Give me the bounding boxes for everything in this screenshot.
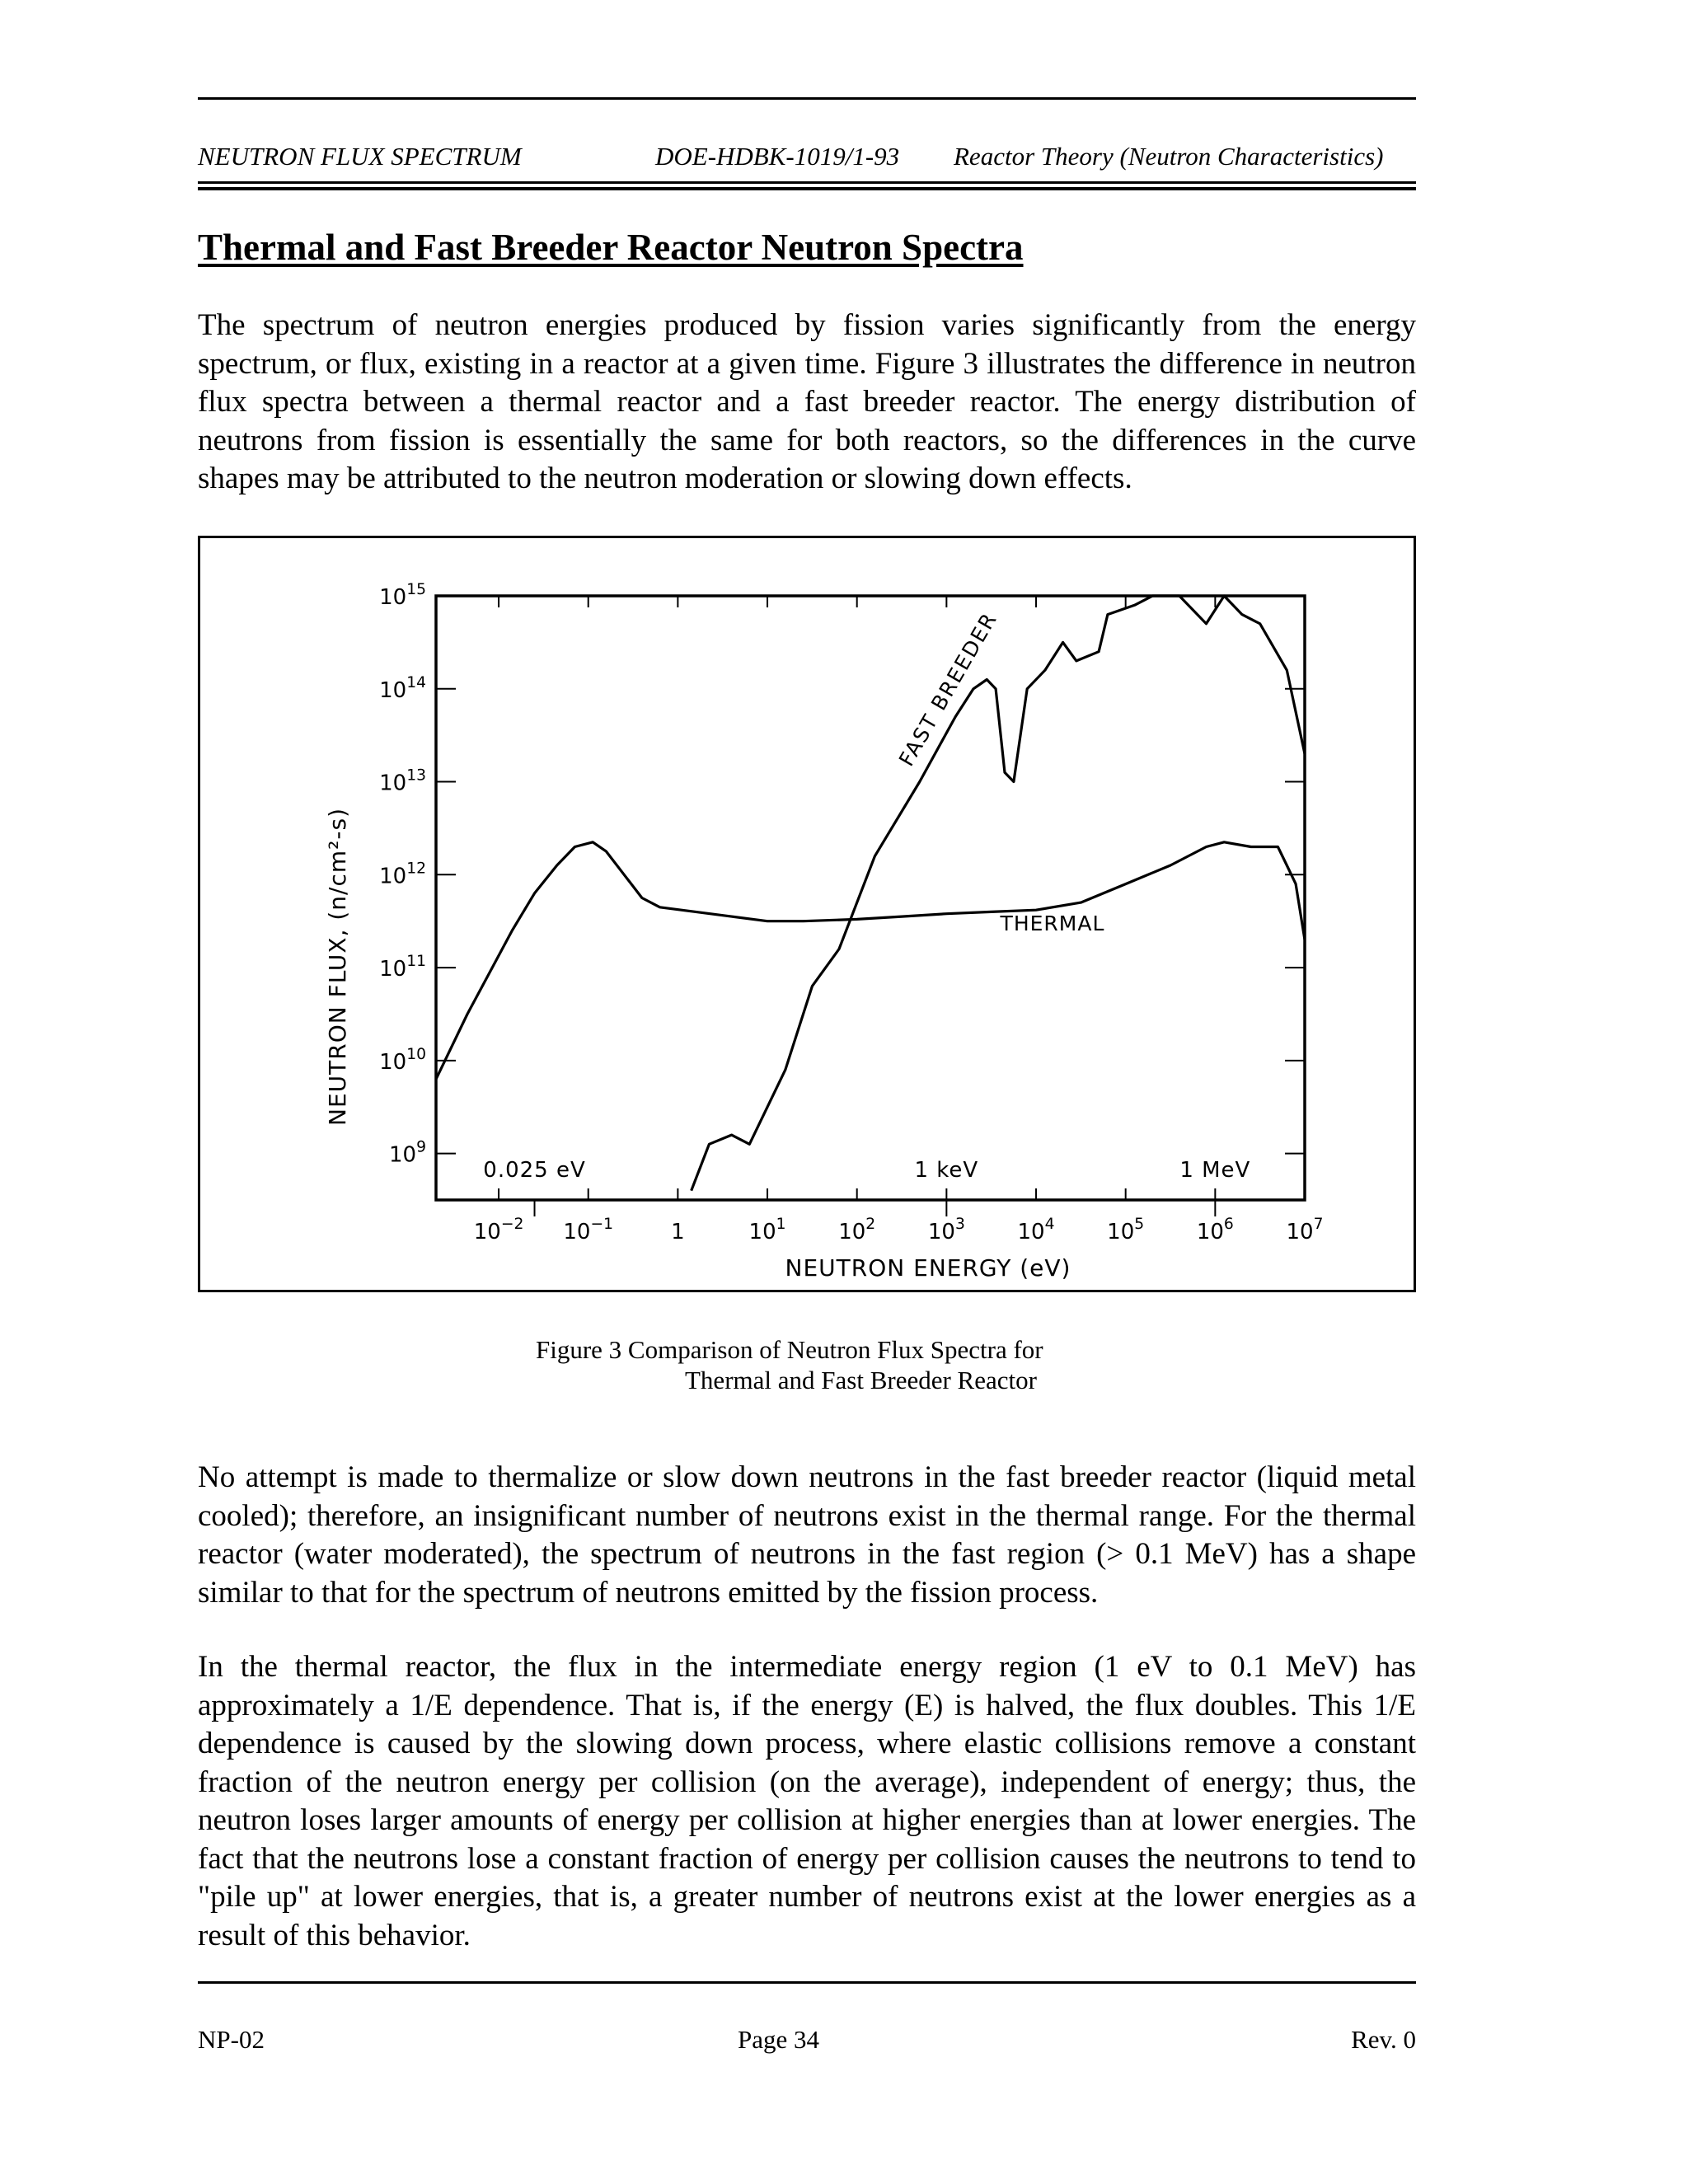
x-tick-label: 1 [671,1220,685,1244]
footer-revision: Rev. 0 [1351,2025,1416,2054]
plot-frame [436,596,1305,1200]
y-tick-label: $10^9$ [389,1138,426,1168]
y-tick-label: $10^{13}$ [379,766,426,796]
x-tick-label: $10^1$ [748,1216,786,1244]
x-tick-label: $10^2$ [838,1216,876,1244]
x-axis-title: NEUTRON ENERGY (eV) [785,1254,1071,1282]
energy-marker-label: 0.025 eV [483,1158,586,1183]
header-center: DOE-HDBK-1019/1-93 [655,142,900,171]
footer-rule [198,1981,1416,1984]
header-right: Reactor Theory (Neutron Characteristics) [954,142,1384,171]
flux-spectrum-chart [200,538,1414,1290]
y-tick-label: $10^{11}$ [379,953,426,982]
figure-caption-line-1: Figure 3 Comparison of Neutron Flux Spectra for [536,1335,1043,1364]
paragraph-thermal: In the thermal reactor, the flux in the intermediate energy region (1 eV to 0.1 MeV) has approximately a 1/E dependence. That is, if the energy (E) is halved, the flux doubles. This 1/E dependence is caused by the slowing down process, where elastic collisions remove a constant fraction of the neutron energy per collision (on the average), independent of energy; thus, the neutron loses larger amounts of energy per collision at higher energies than at lower energies. The fact that the neutrons lose a constant fraction of energy per collision causes the neutrons to tend to "pile up" at lower energies, that is, a greater number of neutrons exist at the lower energies as a result of this behavior. [198,1650,1416,1952]
plot-area [379,581,1323,1244]
x-tick-label: $10^5$ [1107,1216,1145,1244]
series-line-fast-breeder [692,596,1305,1191]
footer-page-number: Page 34 [738,2025,820,2054]
figure-frame [198,536,1416,1292]
series-line-thermal [436,842,1305,1080]
paragraph-fast-breeder: No attempt is made to thermalize or slow down neutrons in the fast breeder reactor (liquid metal cooled); therefore, an insignificant number of neutrons exist in the thermal range. For the thermal reactor (water moderated), the spectrum of neutrons in the fast region (> 0.1 MeV) has a shape similar to that for the spectrum of neutrons emitted by the fission process. [198,1460,1416,1610]
series-label-thermal: THERMAL [1000,911,1105,935]
header-rule-thick [198,187,1416,190]
figure-caption-line-2: Thermal and Fast Breeder Reactor [685,1366,1037,1394]
y-tick-label: $10^{10}$ [379,1045,426,1075]
y-tick-label: $10^{15}$ [379,581,426,610]
x-tick-label: $10^7$ [1286,1216,1324,1244]
x-tick-label: $10^{-1}$ [563,1216,614,1244]
y-tick-label: $10^{14}$ [379,673,426,703]
footer-left: NP-02 [198,2025,265,2054]
x-tick-label: $10^6$ [1196,1216,1234,1244]
y-axis-title: NEUTRON FLUX, (n/cm²-s) [324,808,351,1126]
top-rule [198,97,1416,100]
header-left: NEUTRON FLUX SPECTRUM [198,142,522,171]
x-tick-label: $10^4$ [1017,1216,1055,1244]
header-rule-thin [198,181,1416,184]
x-tick-label: $10^{-2}$ [473,1216,524,1244]
section-title: Thermal and Fast Breeder Reactor Neutron Spectra [198,227,1024,268]
y-tick-label: $10^{12}$ [379,860,426,889]
energy-marker-label: 1 keV [914,1158,979,1183]
series-label-fast-breeder: FAST BREEDER [893,607,1002,771]
x-tick-label: $10^3$ [927,1216,965,1244]
energy-marker-label: 1 MeV [1179,1158,1251,1183]
paragraph-intro: The spectrum of neutron energies produced by fission varies significantly from the energy spectrum, or flux, existing in a reactor at a given time. Figure 3 illustrates the difference in neutron flux spectra between a thermal reactor and a fast breeder reactor. The energy distribution of neutrons from fission is essentially the same for both reactors, so the differences in the curve shapes may be attributed to the neutron moderation or slowing down effects. [198,308,1416,495]
